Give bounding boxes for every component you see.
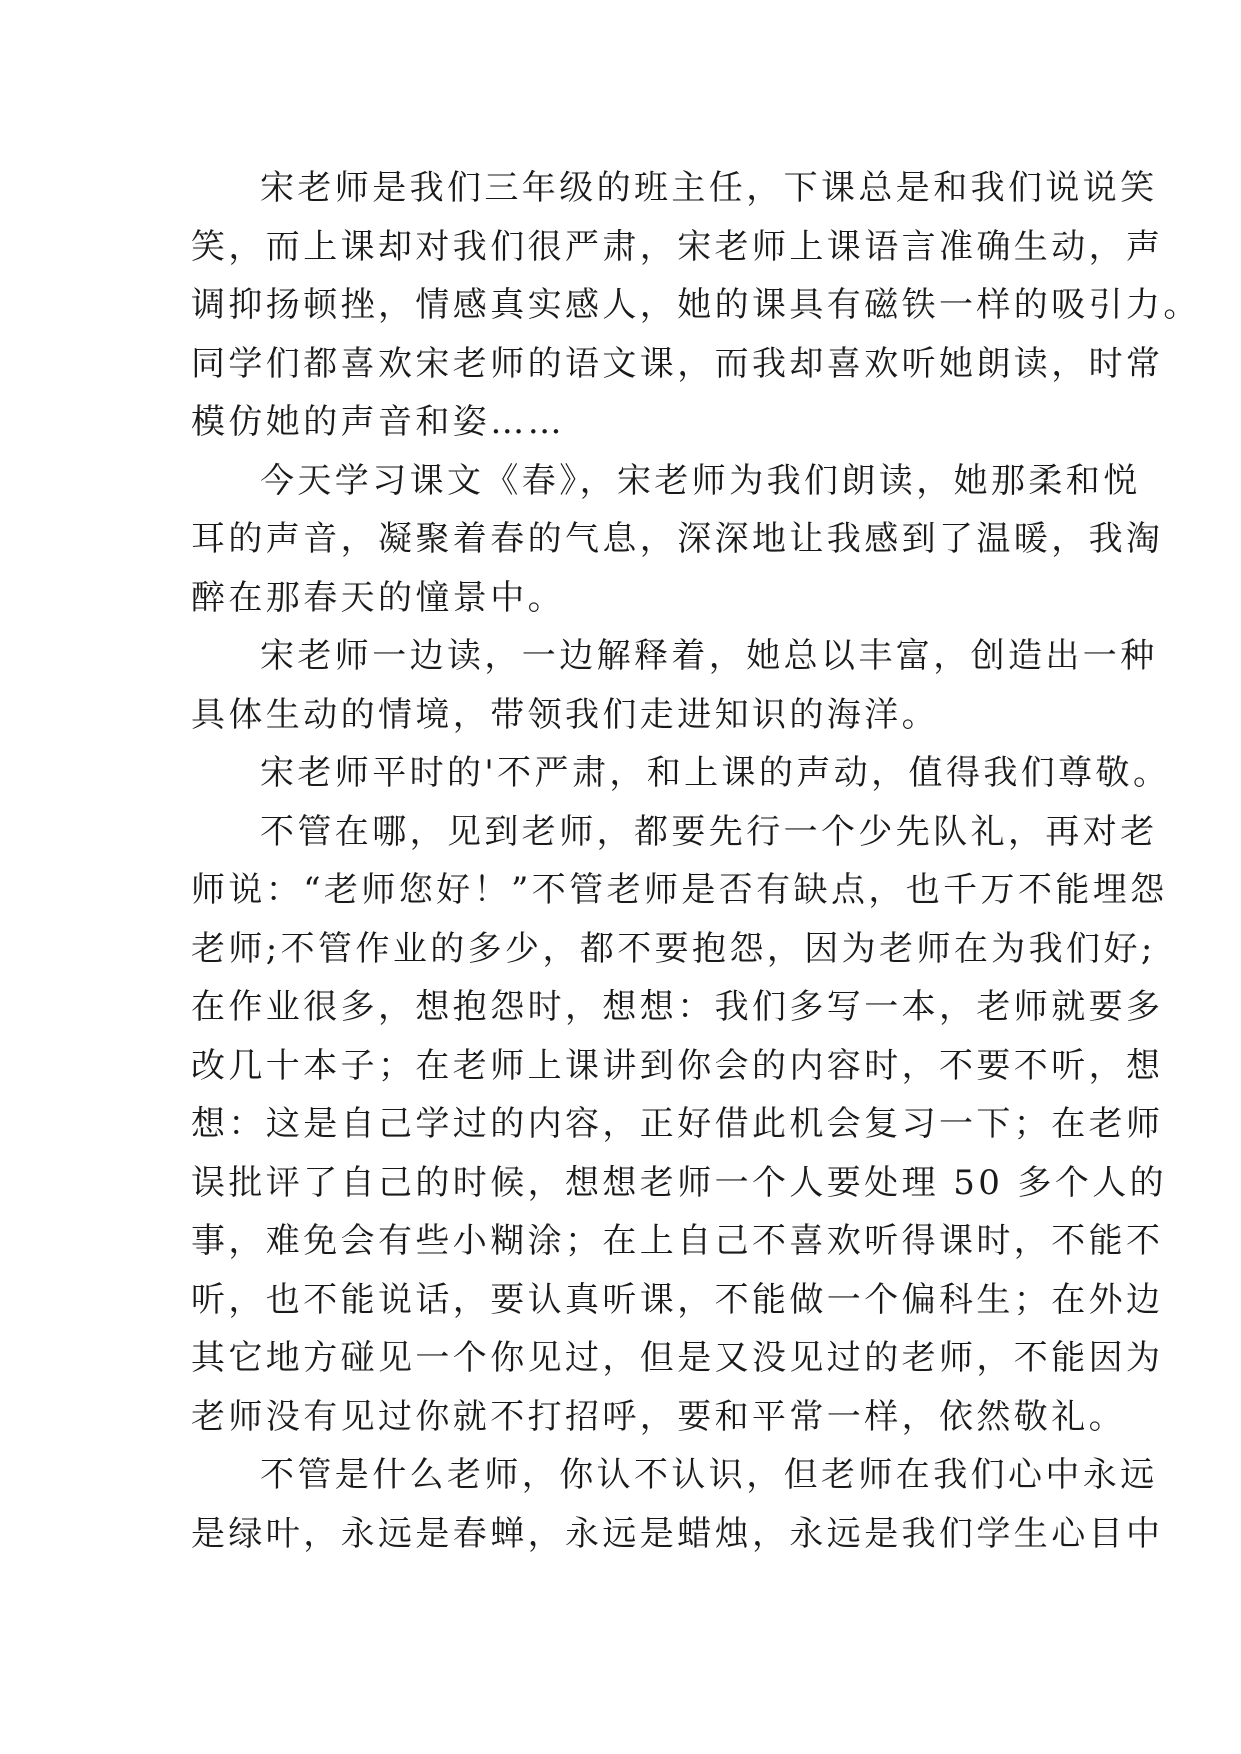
text-line: 改几十本子；在老师上课讲到你会的内容时，不要不听，想 (191, 1045, 1164, 1086)
text-line: 具体生动的情境，带领我们走进知识的海洋。 (191, 694, 939, 735)
text-line: 笑，而上课却对我们很严肃，宋老师上课语言准确生动，声 (191, 226, 1164, 267)
text-line: 老师没有见过你就不打招呼，要和平常一样，依然敬礼。 (191, 1396, 1126, 1437)
document-body (191, 159, 1201, 1563)
text-line: 不管在哪，见到老师，都要先行一个少先队礼，再对老 (260, 811, 1158, 852)
text-line: 听，也不能说话，要认真听课，不能做一个偏科生；在外边 (191, 1279, 1164, 1320)
text-line: 宋老师一边读，一边解释着，她总以丰富，创造出一种 (260, 636, 1158, 676)
text-line: 耳的声音，凝聚着春的气息，深深地让我感到了温暖，我淘 (191, 519, 1164, 559)
text-line: 醉在那春天的憧景中。 (191, 577, 565, 618)
text-line: 在作业很多，想抱怨时，想想：我们多写一本，老师就要多 (191, 987, 1164, 1027)
text-line: 不管是什么老师，你认不认识，但老师在我们心中永远 (260, 1455, 1158, 1495)
text-line: 事，难免会有些小糊涂；在上自己不喜欢听得课时，不能不 (191, 1221, 1164, 1261)
text-line: 宋老师是我们三年级的班主任，下课总是和我们说说笑 (260, 168, 1158, 208)
text-line: 误批评了自己的时候，想想老师一个人要处理 50 多个人的 (191, 1162, 1168, 1203)
paragraph-3 (191, 627, 1158, 744)
paragraph-5 (191, 803, 1168, 1447)
text-line: 调抑扬顿挫，情感真实感人，她的课具有磁铁一样的吸引力。 (191, 285, 1201, 325)
paragraph-1 (191, 159, 1201, 452)
text-line: 老师;不管作业的多少，都不要抱怨，因为老师在为我们好; (191, 928, 1156, 969)
text-line: 宋老师平时的'不严肃，和上课的声动，值得我们尊敬。 (260, 753, 1171, 793)
text-line: 模仿她的声音和姿…… (191, 402, 565, 442)
text-line: 是绿叶，永远是春蝉，永远是蜡烛，永远是我们学生心目中 (191, 1513, 1164, 1554)
text-line: 想：这是自己学过的内容，正好借此机会复习一下；在老师 (191, 1104, 1164, 1144)
paragraph-4 (191, 744, 1171, 803)
text-line: 其它地方碰见一个你见过，但是又没见过的老师，不能因为 (191, 1338, 1164, 1378)
paragraph-6 (191, 1446, 1164, 1563)
text-line: 同学们都喜欢宋老师的语文课，而我却喜欢听她朗读，时常 (191, 343, 1164, 384)
text-line: 今天学习课文《春》，宋老师为我们朗读，她那柔和悦 (260, 460, 1141, 501)
paragraph-2 (191, 452, 1164, 628)
text-line: 师说：“老师您好！”不管老师是否有缺点，也千万不能埋怨 (191, 870, 1168, 910)
